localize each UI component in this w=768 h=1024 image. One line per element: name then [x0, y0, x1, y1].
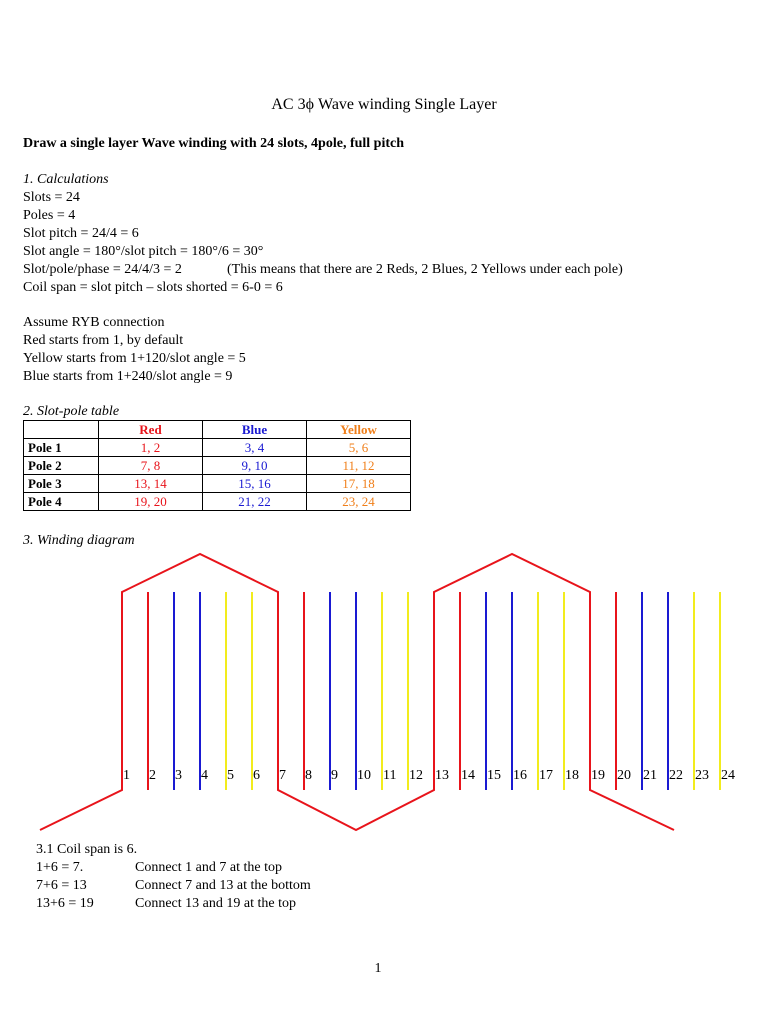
slot-label-24: 24 [721, 768, 735, 783]
blue-slots: 3, 4 [203, 439, 307, 457]
winding-diagram-heading: 3. Winding diagram [23, 533, 135, 548]
step-formula: 13+6 = 19 [36, 896, 94, 911]
slot-table-heading: 2. Slot-pole table [23, 404, 120, 419]
blue-slots: 9, 10 [203, 457, 307, 475]
slot-label-1: 1 [123, 768, 130, 783]
slot-label-13: 13 [435, 768, 449, 783]
red-slots: 19, 20 [99, 493, 203, 511]
calc-note: (This means that there are 2 Reds, 2 Blues, 2 Yellows under each pole) [227, 262, 623, 277]
slot-label-12: 12 [409, 768, 423, 783]
slot-label-9: 9 [331, 768, 338, 783]
slot-label-3: 3 [175, 768, 182, 783]
slot-label-14: 14 [461, 768, 475, 783]
yellow-slots: 23, 24 [307, 493, 411, 511]
step-line [36, 895, 296, 913]
step-line [36, 841, 137, 859]
slot-label-4: 4 [201, 768, 208, 783]
assumption-line: Blue starts from 1+240/slot angle = 9 [23, 369, 233, 384]
pole-label: Pole 1 [24, 439, 99, 457]
yellow-slots: 17, 18 [307, 475, 411, 493]
slot-label-17: 17 [539, 768, 553, 783]
table-row [24, 457, 411, 475]
calc-line: Slot pitch = 24/4 = 6 [23, 226, 139, 241]
table-corner-cell [24, 421, 99, 439]
step-formula: 1+6 = 7. [36, 860, 84, 875]
slot-label-11: 11 [383, 768, 397, 783]
step-line [36, 859, 282, 877]
table-row [24, 439, 411, 457]
slot-label-10: 10 [357, 768, 371, 783]
pole-label: Pole 4 [24, 493, 99, 511]
calc-line: Slots = 24 [23, 190, 80, 205]
yellow-slots: 5, 6 [307, 439, 411, 457]
calculations-heading: 1. Calculations [23, 172, 109, 187]
page-number: 1 [374, 961, 382, 976]
column-header-yellow: Yellow [307, 421, 411, 439]
winding-diagram [0, 548, 768, 838]
calc-line: Poles = 4 [23, 208, 76, 223]
red-slots: 7, 8 [99, 457, 203, 475]
calc-line: Coil span = slot pitch – slots shorted = 6-0 = 6 [23, 280, 283, 295]
step-text: 3.1 Coil span is 6. [36, 842, 138, 857]
pole-label: Pole 2 [24, 457, 99, 475]
step-instruction: Connect 13 and 19 at the top [135, 896, 296, 911]
column-header-red: Red [99, 421, 203, 439]
problem-statement: Draw a single layer Wave winding with 24 slots, 4pole, full pitch [23, 136, 405, 151]
assumption-line: Red starts from 1, by default [23, 333, 184, 348]
slot-label-5: 5 [227, 768, 234, 783]
slot-label-22: 22 [669, 768, 683, 783]
calc-line: Slot/pole/phase = 24/4/3 = 2 [23, 262, 182, 277]
pole-label: Pole 3 [24, 475, 99, 493]
slot-label-23: 23 [695, 768, 709, 783]
slot-label-21: 21 [643, 768, 657, 783]
assumption-line: Yellow starts from 1+120/slot angle = 5 [23, 351, 246, 366]
slot-label-15: 15 [487, 768, 501, 783]
slot-label-20: 20 [617, 768, 631, 783]
slot-label-6: 6 [253, 768, 260, 783]
table-row [24, 475, 411, 493]
step-formula: 7+6 = 13 [36, 878, 87, 893]
yellow-slots: 11, 12 [307, 457, 411, 475]
blue-slots: 15, 16 [203, 475, 307, 493]
slot-label-16: 16 [513, 768, 527, 783]
slot-label-18: 18 [565, 768, 579, 783]
calc-line: Slot angle = 180°/slot pitch = 180°/6 = 30° [23, 244, 264, 259]
slot-pole-table [23, 420, 411, 511]
slot-label-7: 7 [279, 768, 286, 783]
table-row [24, 493, 411, 511]
step-line [36, 877, 311, 895]
blue-slots: 21, 22 [203, 493, 307, 511]
step-instruction: Connect 1 and 7 at the top [135, 860, 282, 875]
page-title: AC 3ϕ Wave winding Single Layer [271, 96, 497, 113]
slot-label-2: 2 [149, 768, 156, 783]
red-slots: 1, 2 [99, 439, 203, 457]
column-header-blue: Blue [203, 421, 307, 439]
slot-label-8: 8 [305, 768, 312, 783]
red-slots: 13, 14 [99, 475, 203, 493]
slot-label-19: 19 [591, 768, 605, 783]
slot-number-labels [123, 768, 735, 783]
assumption-line: Assume RYB connection [23, 315, 165, 330]
step-instruction: Connect 7 and 13 at the bottom [135, 878, 311, 893]
table-header-row [24, 421, 411, 439]
